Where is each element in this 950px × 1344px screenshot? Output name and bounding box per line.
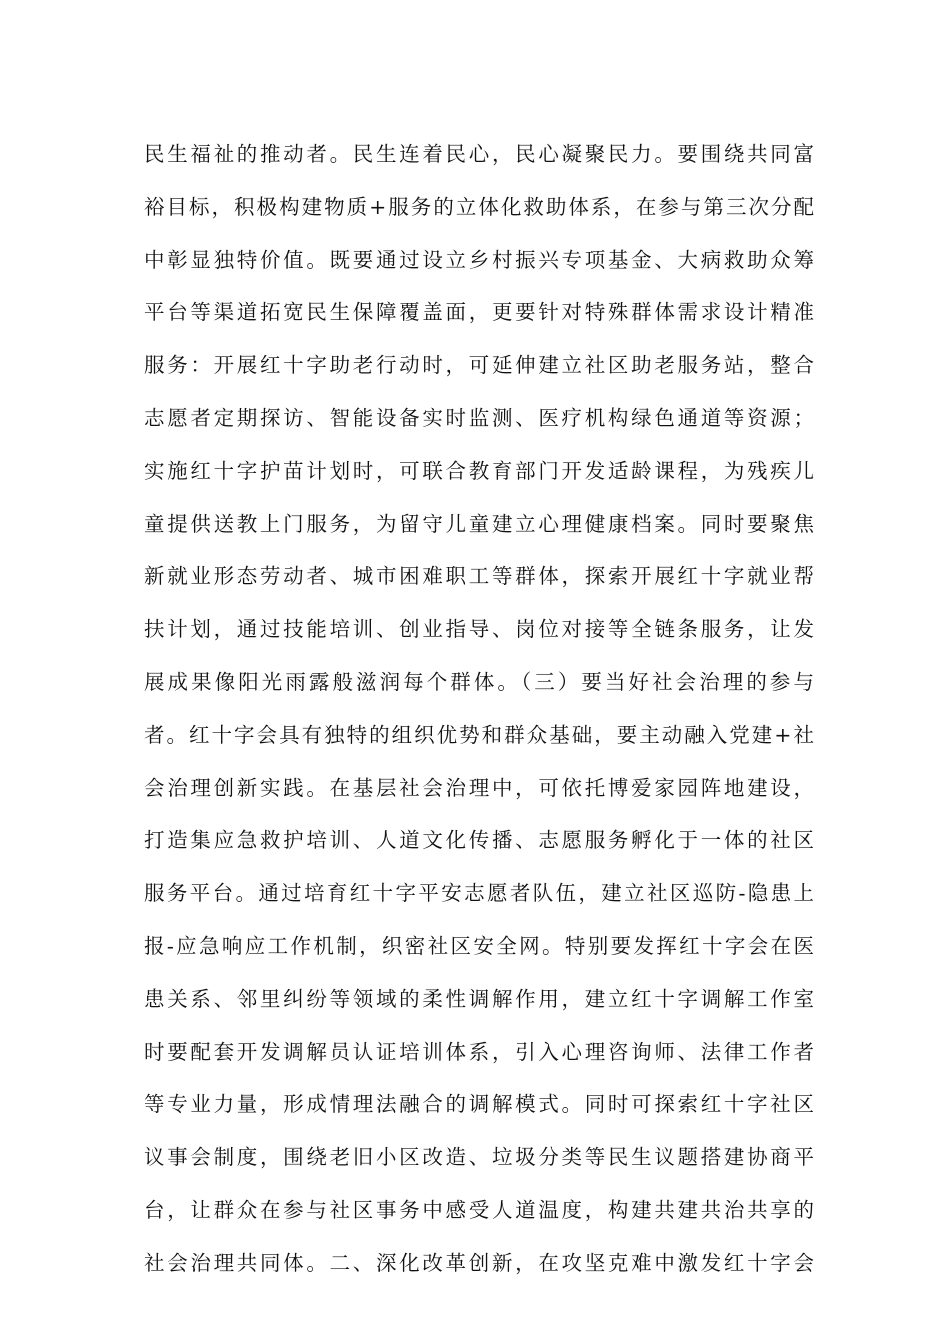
text-line: 议事会制度，围绕老旧小区改造、垃圾分类等民生议题搭建协商平 — [144, 1145, 814, 1170]
text-line: 台，让群众在参与社区事务中感受人道温度，构建共建共治共享的 — [144, 1197, 814, 1222]
text-line: 平台等渠道拓宽民生保障覆盖面，更要针对特殊群体需求设计精准 — [144, 300, 814, 325]
text-line: 新就业形态劳动者、城市困难职工等群体，探索开展红十字就业帮 — [144, 564, 814, 589]
text-line: 社会治理共同体。二、深化改革创新，在攻坚克难中激发红十字会 — [144, 1250, 814, 1275]
text-line: 民生福祉的推动者。民生连着民心，民心凝聚民力。要围绕共同富 — [144, 142, 814, 166]
text-line: 服务平台。通过培育红十字平安志愿者队伍，建立社区巡防-隐患上 — [144, 881, 814, 906]
text-line: 童提供送教上门服务，为留守儿童建立心理健康档案。同时要聚焦 — [144, 511, 814, 536]
text-line: 扶计划，通过技能培训、创业指导、岗位对接等全链条服务，让发 — [144, 617, 814, 642]
text-line: 实施红十字护苗计划时，可联合教育部门开发适龄课程，为残疾儿 — [144, 458, 814, 483]
text-line: 报-应急响应工作机制，织密社区安全网。特别要发挥红十字会在医 — [144, 933, 814, 958]
text-line: 志愿者定期探访、智能设备实时监测、医疗机构绿色通道等资源； — [144, 405, 814, 430]
text-line: 裕目标，积极构建物质+服务的立体化救助体系，在参与第三次分配 — [144, 194, 814, 219]
text-line: 会治理创新实践。在基层社会治理中，可依托博爱家园阵地建设， — [144, 775, 814, 800]
text-line: 打造集应急救护培训、人道文化传播、志愿服务孵化于一体的社区 — [144, 828, 814, 853]
text-line: 展成果像阳光雨露般滋润每个群体。（三）要当好社会治理的参与 — [144, 669, 814, 694]
text-line: 者。红十字会具有独特的组织优势和群众基础，要主动融入党建+社 — [144, 722, 814, 747]
text-line: 患关系、邻里纠纷等领域的柔性调解作用，建立红十字调解工作室 — [144, 986, 814, 1011]
text-line: 时要配套开发调解员认证培训体系，引入心理咨询师、法律工作者 — [144, 1039, 814, 1064]
body-paragraph — [144, 128, 814, 1290]
text-line: 中彰显独特价值。既要通过设立乡村振兴专项基金、大病救助众筹 — [144, 247, 814, 272]
text-line: 等专业力量，形成情理法融合的调解模式。同时可探索红十字社区 — [144, 1092, 814, 1117]
text-line: 服务：开展红十字助老行动时，可延伸建立社区助老服务站，整合 — [144, 353, 814, 378]
